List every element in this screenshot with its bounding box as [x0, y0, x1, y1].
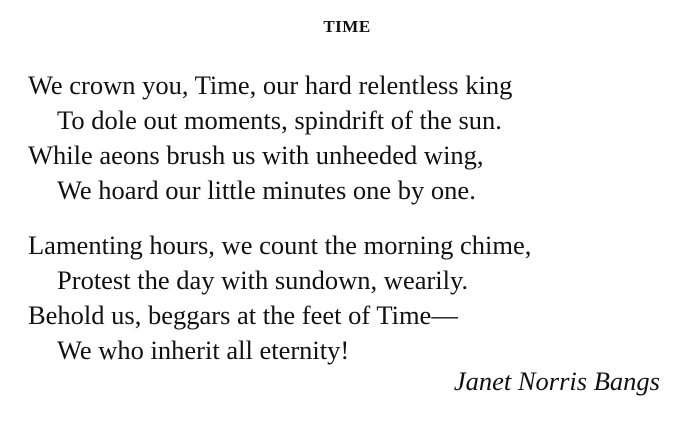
poem-line: While aeons brush us with unheeded wing,: [28, 140, 484, 170]
poem-line: We hoard our little minutes one by one.: [57, 175, 476, 205]
poem-line: We who inherit all eternity!: [57, 335, 350, 365]
poem-line: Lamenting hours, we count the morning chime,: [28, 230, 532, 260]
poem-body: [28, 68, 678, 368]
stanza-1: [28, 68, 678, 208]
poem-line: Protest the day with sundown, wearily.: [57, 265, 469, 295]
poem-author: Janet Norris Bangs: [453, 366, 660, 396]
stanza-2: [28, 228, 678, 368]
poem-line: Behold us, beggars at the feet of Time—: [28, 300, 458, 330]
poem-line: We crown you, Time, our hard relentless king: [28, 70, 513, 100]
poem-title: TIME: [323, 17, 371, 36]
poem-line: To dole out moments, spindrift of the sun.: [57, 105, 502, 135]
